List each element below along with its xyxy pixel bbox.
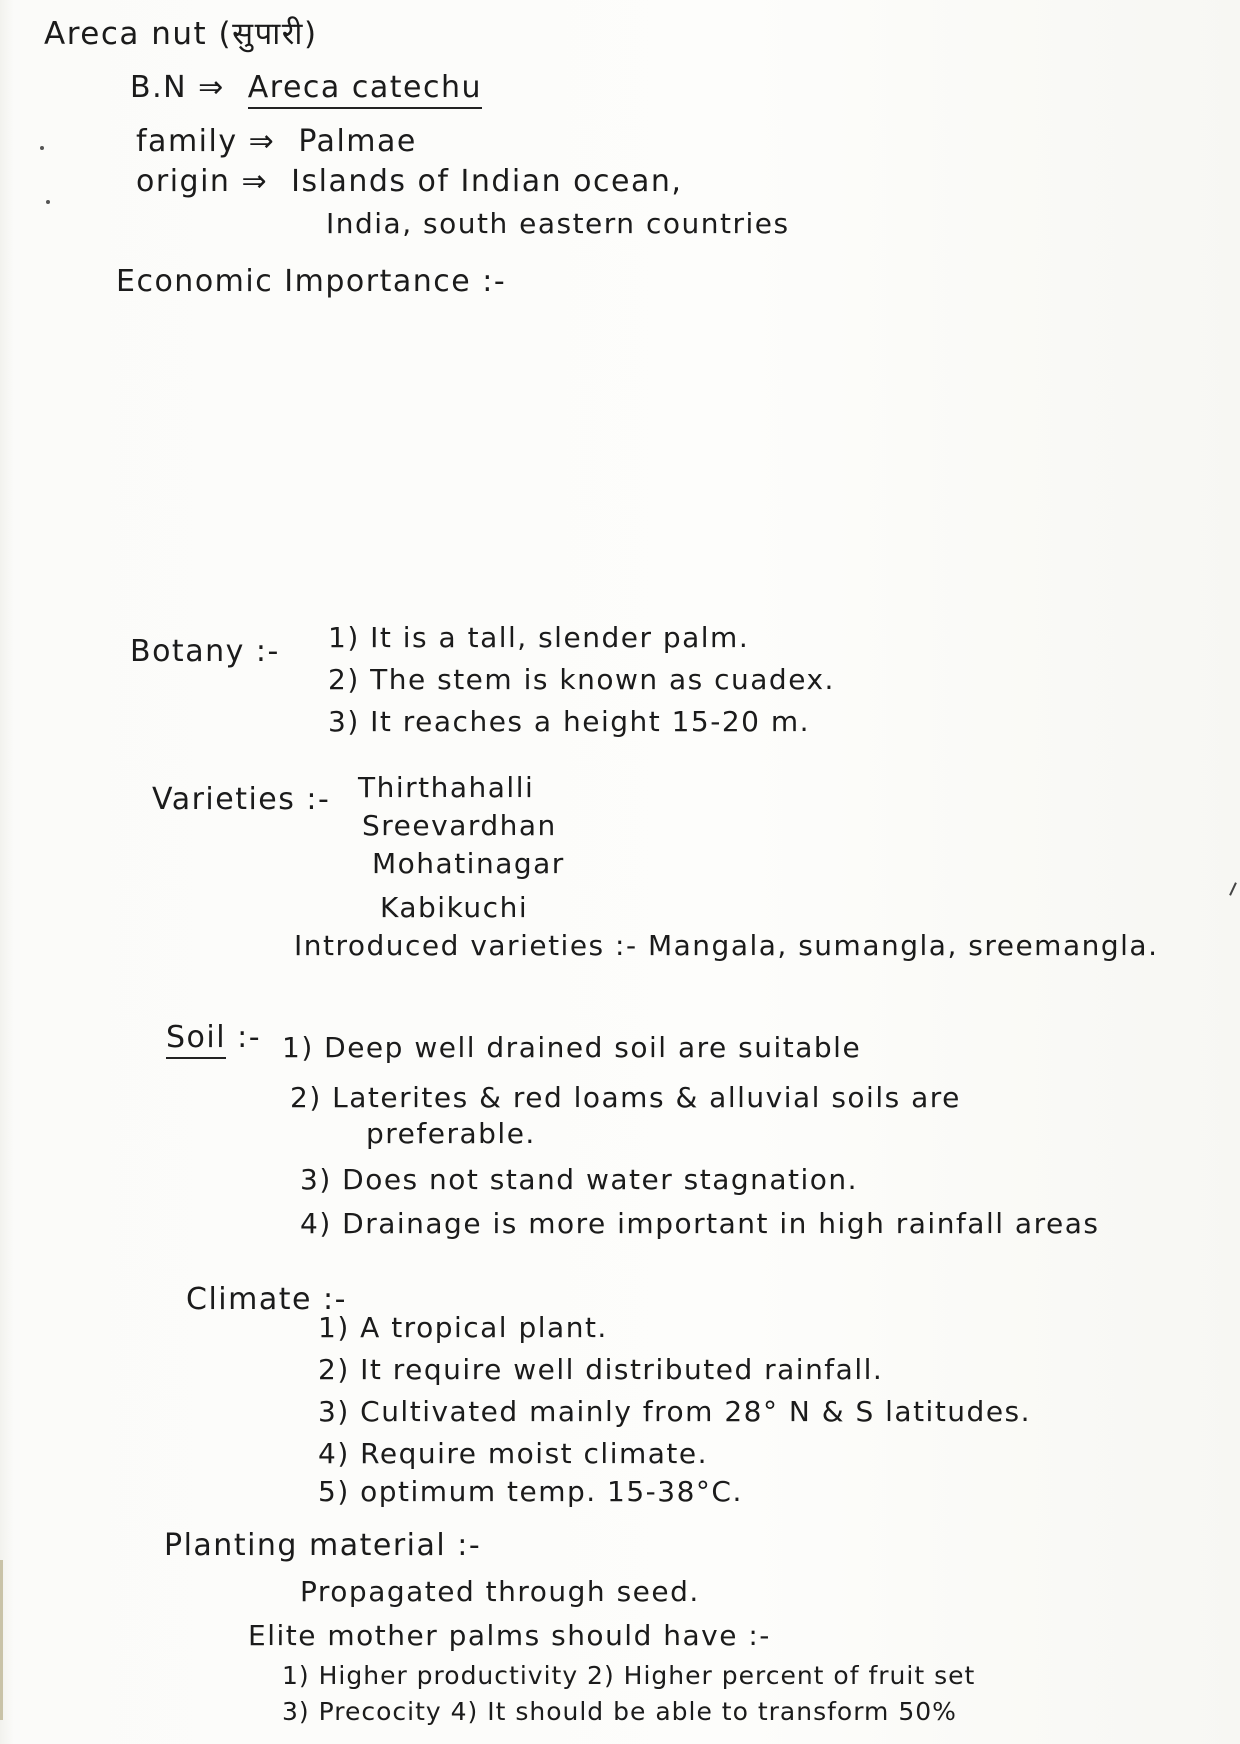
soil-point: 2) Laterites & red loams & alluvial soils are — [290, 1081, 961, 1114]
variety-item: Kabikuchi — [380, 891, 529, 924]
family-row — [136, 124, 417, 160]
page-edge-mark — [0, 1560, 3, 1720]
botany-heading: Botany :- — [130, 634, 280, 669]
botanical-name-row — [130, 70, 482, 106]
climate-point: 4) Require moist climate. — [318, 1437, 709, 1470]
planting-line: Elite mother palms should have :- — [248, 1619, 771, 1652]
botany-point: 3) It reaches a height 15-20 m. — [328, 705, 811, 738]
soil-heading: Soil — [166, 1020, 226, 1059]
introduced-varieties: Introduced varieties :- Mangala, sumangla, sreemangla. — [294, 929, 1159, 962]
variety-item: Sreevardhan — [362, 809, 557, 842]
soil-heading-row — [166, 1020, 261, 1056]
planting-line: Propagated through seed. — [300, 1575, 700, 1608]
soil-heading-suffix: :- — [237, 1020, 262, 1055]
planting-line: 1) Higher productivity 2) Higher percent of fruit set — [282, 1661, 976, 1690]
origin-line-1: Islands of Indian ocean, — [291, 164, 683, 199]
margin-tick — [1229, 882, 1237, 896]
climate-point: 1) A tropical plant. — [318, 1311, 608, 1344]
climate-point: 3) Cultivated mainly from 28° N & S latitudes. — [318, 1395, 1032, 1428]
climate-heading: Climate :- — [186, 1282, 347, 1317]
soil-point-continuation: preferable. — [366, 1117, 536, 1150]
variety-item: Thirthahalli — [358, 771, 535, 804]
origin-line-2: India, south eastern countries — [326, 207, 790, 240]
botany-point: 2) The stem is known as cuadex. — [328, 663, 835, 696]
botanical-name-value: Areca catechu — [248, 70, 482, 109]
title-name: Areca nut — [44, 16, 208, 52]
family-value: Palmae — [298, 124, 417, 159]
economic-importance-heading: Economic Importance :- — [116, 264, 507, 299]
climate-point: 2) It require well distributed rainfall. — [318, 1353, 884, 1386]
origin-label: origin ⇒ — [136, 164, 269, 199]
soil-point: 4) Drainage is more important in high rainfall areas — [300, 1207, 1100, 1240]
soil-point: 3) Does not stand water stagnation. — [300, 1163, 859, 1196]
title-local-name: (सुपारी) — [218, 16, 318, 52]
soil-point: 1) Deep well drained soil are suitable — [282, 1031, 862, 1064]
paper-speck — [46, 200, 50, 204]
botanical-name-label: B.N ⇒ — [130, 70, 225, 105]
planting-line: 3) Precocity 4) It should be able to transform 50% — [282, 1697, 957, 1726]
planting-material-heading: Planting material :- — [164, 1528, 482, 1563]
origin-row — [136, 164, 682, 200]
page-title — [44, 16, 318, 52]
varieties-heading: Varieties :- — [152, 782, 331, 817]
variety-item: Mohatinagar — [372, 847, 565, 880]
climate-point: 5) optimum temp. 15-38°C. — [318, 1475, 743, 1508]
family-label: family ⇒ — [136, 124, 276, 159]
paper-speck — [40, 146, 44, 150]
botany-point: 1) It is a tall, slender palm. — [328, 621, 750, 654]
